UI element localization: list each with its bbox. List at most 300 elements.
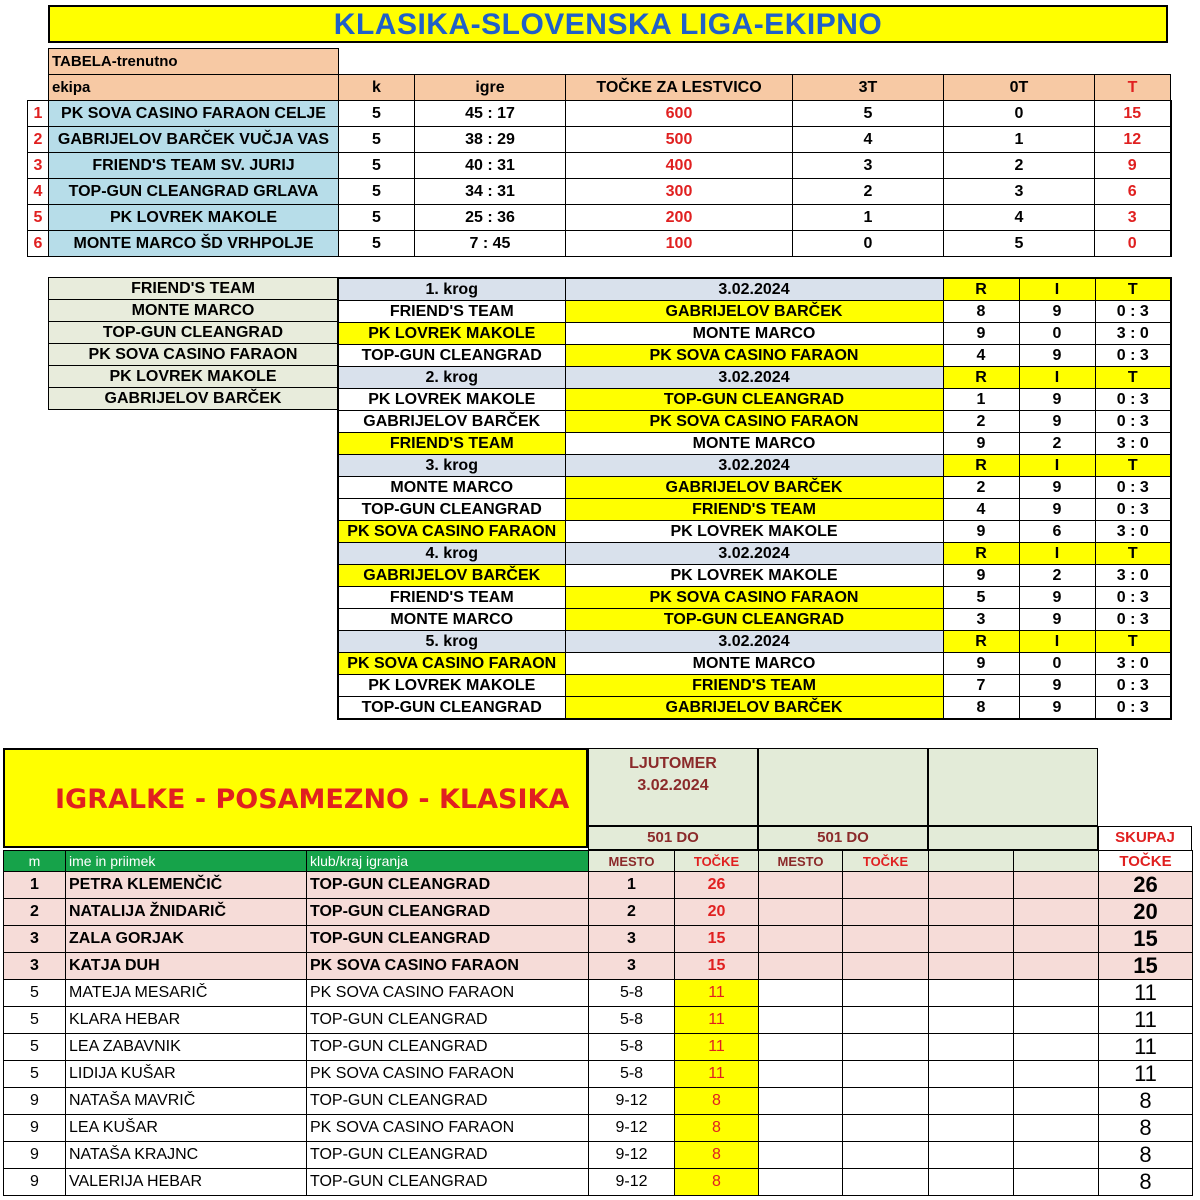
empty-cell [759, 980, 843, 1007]
match-r: 4 [943, 499, 1019, 521]
player-tocke: 11 [675, 1007, 759, 1034]
round-date: 3.02.2024 [565, 367, 943, 389]
player-rank: 5 [4, 1034, 66, 1061]
match-i: 9 [1019, 301, 1095, 323]
player-mesto: 3 [589, 953, 675, 980]
empty-cell [843, 953, 929, 980]
player-mesto: 9-12 [589, 1142, 675, 1169]
empty-cell [929, 1061, 1014, 1088]
match-r: 9 [943, 565, 1019, 587]
player-club: PK SOVA CASINO FARAON [307, 953, 589, 980]
match-r: 9 [943, 521, 1019, 543]
empty-cell [843, 1142, 929, 1169]
page-title: KLASIKA-SLOVENSKA LIGA-EKIPNO [48, 5, 1168, 43]
rank-cell: 6 [28, 231, 49, 257]
match-i: 0 [1019, 323, 1095, 345]
standings-label: TABELA-trenutno [49, 49, 339, 75]
t3-cell: 1 [793, 205, 944, 231]
header-name: ime in priimek [66, 851, 307, 872]
home-team: PK LOVREK MAKOLE [338, 323, 565, 345]
k-cell: 5 [339, 127, 415, 153]
away-team: MONTE MARCO [565, 653, 943, 675]
team-list-row [49, 278, 338, 300]
igre-cell: 40 : 31 [415, 153, 566, 179]
standings-row [28, 231, 1171, 257]
match-row [338, 609, 1171, 631]
empty-cell [929, 1007, 1014, 1034]
home-team: TOP-GUN CLEANGRAD [338, 499, 565, 521]
match-i: 9 [1019, 389, 1095, 411]
away-team: MONTE MARCO [565, 433, 943, 455]
header-club: klub/kraj igranja [307, 851, 589, 872]
home-team: PK LOVREK MAKOLE [338, 675, 565, 697]
header-mesto-2: MESTO [759, 851, 843, 872]
player-name: NATALIJA ŽNIDARIČ [66, 899, 307, 926]
round-header [338, 631, 1171, 653]
t3-cell: 0 [793, 231, 944, 257]
tocke-cell: 600 [566, 101, 793, 127]
player-row [4, 1142, 1193, 1169]
player-row [4, 980, 1193, 1007]
round-date: 3.02.2024 [565, 543, 943, 565]
round-t-header: T [1095, 631, 1171, 653]
round-date: 3.02.2024 [565, 631, 943, 653]
player-club: TOP-GUN CLEANGRAD [307, 926, 589, 953]
empty-cell [759, 1169, 843, 1196]
round-i-header: I [1019, 455, 1095, 477]
igre-cell: 25 : 36 [415, 205, 566, 231]
k-cell: 5 [339, 101, 415, 127]
t-cell: 3 [1095, 205, 1171, 231]
empty-cell [843, 1169, 929, 1196]
player-mesto: 9-12 [589, 1088, 675, 1115]
k-cell: 5 [339, 153, 415, 179]
player-tocke: 11 [675, 1034, 759, 1061]
player-tocke: 11 [675, 980, 759, 1007]
player-row [4, 1169, 1193, 1196]
round-i-header: I [1019, 543, 1095, 565]
player-mesto: 9-12 [589, 1115, 675, 1142]
women-section-title [3, 748, 588, 848]
round-header [338, 455, 1171, 477]
player-row [4, 926, 1193, 953]
away-team: TOP-GUN CLEANGRAD [565, 389, 943, 411]
match-i: 6 [1019, 521, 1095, 543]
home-team: PK SOVA CASINO FARAON [338, 653, 565, 675]
match-row [338, 587, 1171, 609]
match-t: 0 : 3 [1095, 499, 1171, 521]
match-i: 2 [1019, 565, 1095, 587]
match-i: 9 [1019, 345, 1095, 367]
match-i: 9 [1019, 477, 1095, 499]
player-rank: 9 [4, 1169, 66, 1196]
match-t: 0 : 3 [1095, 609, 1171, 631]
away-team: PK LOVREK MAKOLE [565, 521, 943, 543]
empty-cell [759, 1115, 843, 1142]
match-i: 9 [1019, 675, 1095, 697]
match-t: 3 : 0 [1095, 323, 1171, 345]
empty-cell [1014, 953, 1099, 980]
player-tocke: 8 [675, 1142, 759, 1169]
away-team: FRIEND'S TEAM [565, 675, 943, 697]
t0-cell: 2 [944, 153, 1095, 179]
empty-cell [843, 872, 929, 899]
rank-cell: 3 [28, 153, 49, 179]
round-label: 5. krog [338, 631, 565, 653]
team-name: FRIEND'S TEAM SV. JURIJ [49, 153, 339, 179]
empty-cell [759, 1088, 843, 1115]
player-total: 11 [1099, 1061, 1193, 1088]
tocke-cell: 100 [566, 231, 793, 257]
t-cell: 6 [1095, 179, 1171, 205]
home-team: MONTE MARCO [338, 609, 565, 631]
match-r: 8 [943, 301, 1019, 323]
team-name: PK SOVA CASINO FARAON CELJE [49, 101, 339, 127]
away-team: PK SOVA CASINO FARAON [565, 411, 943, 433]
empty-cell [843, 1061, 929, 1088]
team-list-item: TOP-GUN CLEANGRAD [49, 322, 338, 344]
player-total: 11 [1099, 1007, 1193, 1034]
standings-row [28, 179, 1171, 205]
empty-cell [929, 953, 1014, 980]
header-tocke: TOČKE ZA LESTVICO [566, 75, 793, 101]
igre-cell: 45 : 17 [415, 101, 566, 127]
player-tocke: 8 [675, 1169, 759, 1196]
t-cell: 0 [1095, 231, 1171, 257]
player-total: 26 [1099, 872, 1193, 899]
t3-cell: 2 [793, 179, 944, 205]
t0-cell: 3 [944, 179, 1095, 205]
player-mesto: 1 [589, 872, 675, 899]
match-row [338, 301, 1171, 323]
player-mesto: 2 [589, 899, 675, 926]
match-t: 0 : 3 [1095, 697, 1171, 720]
player-row [4, 1115, 1193, 1142]
away-team: GABRIJELOV BARČEK [565, 477, 943, 499]
match-row [338, 675, 1171, 697]
match-r: 9 [943, 653, 1019, 675]
header-tocke-1: TOČKE [675, 851, 759, 872]
empty-cell [929, 1142, 1014, 1169]
team-name: TOP-GUN CLEANGRAD GRLAVA [49, 179, 339, 205]
event-header-2: 501 DO [758, 826, 928, 850]
empty-cell [759, 1034, 843, 1061]
empty-cell [843, 980, 929, 1007]
round-label: 2. krog [338, 367, 565, 389]
match-row [338, 565, 1171, 587]
standings-row [28, 127, 1171, 153]
team-list-row [49, 388, 338, 410]
empty-cell [843, 926, 929, 953]
header-igre: igre [415, 75, 566, 101]
player-tocke: 15 [675, 953, 759, 980]
header-k: k [339, 75, 415, 101]
k-cell: 5 [339, 231, 415, 257]
header-3t: 3T [793, 75, 944, 101]
player-row [4, 1088, 1193, 1115]
empty-cell [1014, 1034, 1099, 1061]
player-club: PK SOVA CASINO FARAON [307, 980, 589, 1007]
t3-cell: 4 [793, 127, 944, 153]
event-header-3 [928, 826, 1098, 850]
player-name: KLARA HEBAR [66, 1007, 307, 1034]
player-name: LEA ZABAVNIK [66, 1034, 307, 1061]
player-rank: 5 [4, 980, 66, 1007]
venue-date: 3.02.2024 [637, 777, 709, 794]
home-team: TOP-GUN CLEANGRAD [338, 345, 565, 367]
player-mesto: 5-8 [589, 1007, 675, 1034]
k-cell: 5 [339, 205, 415, 231]
match-row [338, 653, 1171, 675]
player-club: TOP-GUN CLEANGRAD [307, 1142, 589, 1169]
player-tocke: 20 [675, 899, 759, 926]
team-list-item: MONTE MARCO [49, 300, 338, 322]
match-t: 3 : 0 [1095, 653, 1171, 675]
player-total: 20 [1099, 899, 1193, 926]
match-t: 0 : 3 [1095, 301, 1171, 323]
player-total: 8 [1099, 1169, 1193, 1196]
empty-cell [929, 926, 1014, 953]
match-t: 0 : 3 [1095, 587, 1171, 609]
match-r: 8 [943, 697, 1019, 720]
t0-cell: 5 [944, 231, 1095, 257]
home-team: FRIEND'S TEAM [338, 301, 565, 323]
rank-cell: 2 [28, 127, 49, 153]
team-list-item: PK LOVREK MAKOLE [49, 366, 338, 388]
round-date: 3.02.2024 [565, 278, 943, 301]
t-cell: 9 [1095, 153, 1171, 179]
women-title-text: IGRALKE - POSAMEZNO - KLASIKA [55, 784, 570, 815]
empty-venue-box [758, 748, 928, 826]
header-tocke-2: TOČKE [843, 851, 929, 872]
player-mesto: 5-8 [589, 1061, 675, 1088]
away-team: PK LOVREK MAKOLE [565, 565, 943, 587]
round-r-header: R [943, 367, 1019, 389]
player-rank: 9 [4, 1115, 66, 1142]
away-team: GABRIJELOV BARČEK [565, 697, 943, 720]
round-header [338, 543, 1171, 565]
player-name: NATAŠA MAVRIČ [66, 1088, 307, 1115]
player-rank: 1 [4, 872, 66, 899]
venue-name: LJUTOMER [629, 755, 717, 772]
player-mesto: 5-8 [589, 980, 675, 1007]
t0-cell: 1 [944, 127, 1095, 153]
player-club: TOP-GUN CLEANGRAD [307, 1088, 589, 1115]
player-club: TOP-GUN CLEANGRAD [307, 899, 589, 926]
empty-cell [929, 980, 1014, 1007]
player-rank: 2 [4, 899, 66, 926]
t0-cell: 4 [944, 205, 1095, 231]
team-list-row [49, 366, 338, 388]
empty-cell [843, 1034, 929, 1061]
round-r-header: R [943, 631, 1019, 653]
match-row [338, 697, 1171, 720]
match-r: 2 [943, 477, 1019, 499]
empty-cell [929, 899, 1014, 926]
empty-cell [1014, 1115, 1099, 1142]
team-list-item: GABRIJELOV BARČEK [49, 388, 338, 410]
round-i-header: I [1019, 631, 1095, 653]
match-r: 5 [943, 587, 1019, 609]
match-t: 0 : 3 [1095, 411, 1171, 433]
match-row [338, 499, 1171, 521]
match-i: 2 [1019, 433, 1095, 455]
tocke-cell: 300 [566, 179, 793, 205]
team-name: MONTE MARCO ŠD VRHPOLJE [49, 231, 339, 257]
header-total: TOČKE [1099, 851, 1193, 872]
player-club: PK SOVA CASINO FARAON [307, 1115, 589, 1142]
player-name: NATAŠA KRAJNC [66, 1142, 307, 1169]
away-team: PK SOVA CASINO FARAON [565, 587, 943, 609]
header-ekipa: ekipa [49, 75, 339, 101]
empty-cell [929, 1115, 1014, 1142]
round-label: 1. krog [338, 278, 565, 301]
empty-cell [1014, 1142, 1099, 1169]
standings-row [28, 205, 1171, 231]
player-row [4, 1034, 1193, 1061]
rank-cell: 1 [28, 101, 49, 127]
empty-cell [759, 1007, 843, 1034]
match-r: 7 [943, 675, 1019, 697]
team-list-row [49, 322, 338, 344]
empty-cell [759, 872, 843, 899]
home-team: GABRIJELOV BARČEK [338, 565, 565, 587]
team-list-item: PK SOVA CASINO FARAON [49, 344, 338, 366]
match-i: 9 [1019, 697, 1095, 720]
empty-cell [1014, 1007, 1099, 1034]
player-club: TOP-GUN CLEANGRAD [307, 872, 589, 899]
match-row [338, 477, 1171, 499]
empty-cell [843, 1088, 929, 1115]
team-name: GABRIJELOV BARČEK VUČJA VAS [49, 127, 339, 153]
player-tocke: 11 [675, 1061, 759, 1088]
home-team: GABRIJELOV BARČEK [338, 411, 565, 433]
rank-cell: 4 [28, 179, 49, 205]
empty-cell [929, 1169, 1014, 1196]
rounds-table [337, 277, 1172, 720]
empty-cell [759, 926, 843, 953]
round-label: 4. krog [338, 543, 565, 565]
team-name: PK LOVREK MAKOLE [49, 205, 339, 231]
round-t-header: T [1095, 455, 1171, 477]
player-name: VALERIJA HEBAR [66, 1169, 307, 1196]
round-r-header: R [943, 278, 1019, 301]
t0-cell: 0 [944, 101, 1095, 127]
empty-cell [759, 899, 843, 926]
home-team: FRIEND'S TEAM [338, 433, 565, 455]
player-club: PK SOVA CASINO FARAON [307, 1061, 589, 1088]
event-header-1: 501 DO [588, 826, 758, 850]
empty-cell [759, 953, 843, 980]
player-total: 8 [1099, 1088, 1193, 1115]
empty-cell [1014, 1169, 1099, 1196]
away-team: FRIEND'S TEAM [565, 499, 943, 521]
player-name: MATEJA MESARIČ [66, 980, 307, 1007]
venue-box [588, 748, 758, 826]
standings-row [28, 101, 1171, 127]
player-name: KATJA DUH [66, 953, 307, 980]
t3-cell: 3 [793, 153, 944, 179]
home-team: PK SOVA CASINO FARAON [338, 521, 565, 543]
igre-cell: 7 : 45 [415, 231, 566, 257]
player-row [4, 899, 1193, 926]
round-header [338, 278, 1171, 301]
round-r-header: R [943, 455, 1019, 477]
match-row [338, 433, 1171, 455]
empty-cell [1014, 899, 1099, 926]
player-name: ZALA GORJAK [66, 926, 307, 953]
player-club: TOP-GUN CLEANGRAD [307, 1034, 589, 1061]
igre-cell: 38 : 29 [415, 127, 566, 153]
match-t: 3 : 0 [1095, 565, 1171, 587]
match-r: 2 [943, 411, 1019, 433]
round-i-header: I [1019, 278, 1095, 301]
match-t: 0 : 3 [1095, 389, 1171, 411]
tocke-cell: 400 [566, 153, 793, 179]
away-team: MONTE MARCO [565, 323, 943, 345]
player-rank: 9 [4, 1142, 66, 1169]
match-row [338, 389, 1171, 411]
header-m: m [4, 851, 66, 872]
player-tocke: 8 [675, 1088, 759, 1115]
player-club: TOP-GUN CLEANGRAD [307, 1007, 589, 1034]
player-total: 8 [1099, 1115, 1193, 1142]
t-cell: 12 [1095, 127, 1171, 153]
empty-cell [1014, 872, 1099, 899]
player-tocke: 15 [675, 926, 759, 953]
round-t-header: T [1095, 367, 1171, 389]
player-name: LEA KUŠAR [66, 1115, 307, 1142]
match-t: 0 : 3 [1095, 675, 1171, 697]
player-name: PETRA KLEMENČIČ [66, 872, 307, 899]
player-row [4, 872, 1193, 899]
k-cell: 5 [339, 179, 415, 205]
standings-table [27, 48, 1172, 257]
teams-list [48, 277, 338, 410]
empty-cell [929, 1034, 1014, 1061]
player-tocke: 8 [675, 1115, 759, 1142]
away-team: PK SOVA CASINO FARAON [565, 345, 943, 367]
player-rank: 9 [4, 1088, 66, 1115]
igre-cell: 34 : 31 [415, 179, 566, 205]
player-tocke: 26 [675, 872, 759, 899]
match-r: 4 [943, 345, 1019, 367]
tocke-cell: 200 [566, 205, 793, 231]
empty-cell [843, 899, 929, 926]
player-total: 15 [1099, 953, 1193, 980]
tocke-cell: 500 [566, 127, 793, 153]
player-row [4, 953, 1193, 980]
team-list-row [49, 300, 338, 322]
rank-cell: 5 [28, 205, 49, 231]
empty-cell [929, 872, 1014, 899]
away-team: GABRIJELOV BARČEK [565, 301, 943, 323]
t3-cell: 5 [793, 101, 944, 127]
round-t-header: T [1095, 543, 1171, 565]
away-team: TOP-GUN CLEANGRAD [565, 609, 943, 631]
match-r: 1 [943, 389, 1019, 411]
player-mesto: 9-12 [589, 1169, 675, 1196]
match-i: 0 [1019, 653, 1095, 675]
match-row [338, 411, 1171, 433]
t-cell: 15 [1095, 101, 1171, 127]
player-total: 11 [1099, 1034, 1193, 1061]
player-name: LIDIJA KUŠAR [66, 1061, 307, 1088]
header-mesto-1: MESTO [589, 851, 675, 872]
home-team: FRIEND'S TEAM [338, 587, 565, 609]
match-r: 9 [943, 323, 1019, 345]
player-total: 15 [1099, 926, 1193, 953]
